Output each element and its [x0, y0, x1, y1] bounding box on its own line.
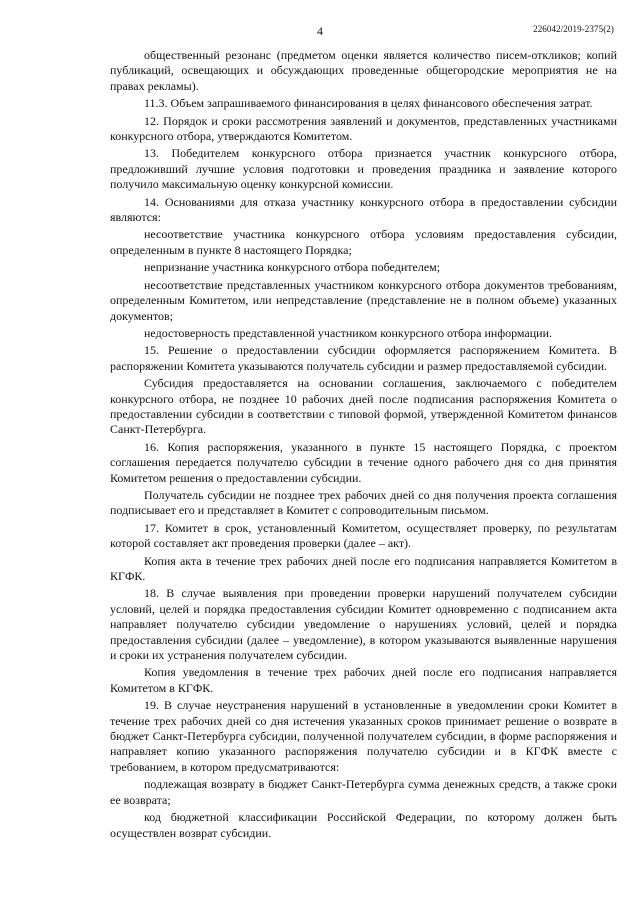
paragraph: 15. Решение о предоставлении субсидии оформляется распоряжением Комитета. В распоряжении Комитета указываются получатель субсидии и размер предоставляемой субсидии.	[110, 343, 617, 373]
document-id: 226042/2019-2375(2)	[533, 24, 614, 34]
paragraph: несоответствие представленных участником конкурсного отбора документов требованиям, определенным Комитетом, или непредставление (представление не в полном объеме) указанных документов;	[110, 277, 617, 323]
paragraph: несоответствие участника конкурсного отбора условиям предоставления субсидии, определенным в пункте 8 настоящего Порядка;	[110, 227, 617, 257]
paragraph: Субсидия предоставляется на основании соглашения, заключаемого с победителем конкурсного отбора, не позднее 10 рабочих дней после подписания распоряжения Комитета о предоставлении субсидии в соответствии с типовой формой, утвержденной Комитетом финансов Санкт-Петербурга.	[110, 376, 617, 437]
paragraph: код бюджетной классификации Российской Федерации, по которому должен быть осуществлен возврат субсидии.	[110, 810, 617, 840]
document-body	[110, 48, 617, 843]
paragraph: непризнание участника конкурсного отбора победителем;	[144, 260, 441, 275]
paragraph: 17. Комитет в срок, установленный Комитетом, осуществляет проверку, по результатам которой составляет акт проведения проверки (далее – акт).	[110, 520, 617, 551]
paragraph: недостоверность представленной участником конкурсного отбора информации.	[144, 325, 553, 340]
paragraph: общественный резонанс (предметом оценки является количество писем-откликов; копий публикаций, освещающих и обсуждающих проведенные общегородские мероприятия не на правах рекламы).	[110, 48, 617, 93]
paragraph: подлежащая возврату в бюджет Санкт-Петербурга сумма денежных средств, а также сроки ее возврата;	[110, 777, 617, 807]
paragraph: 11.3. Объем запрашиваемого финансирования в целях финансового обеспечения затрат.	[144, 96, 593, 111]
paragraph: Получатель субсидии не позднее трех рабочих дней со дня получения проекта соглашения подписывает его и представляет в Комитет с сопроводительным письмом.	[110, 487, 617, 518]
page-number: 4	[317, 24, 323, 38]
paragraph: Копия уведомления в течение трех рабочих дней после его подписания направляется Комитетом в КГФК.	[110, 665, 617, 695]
paragraph: 16. Копия распоряжения, указанного в пункте 15 настоящего Порядка, с проектом соглашения передается получателю субсидии в течение одного рабочего дня со дня принятия Комитетом решения о предоставлении субсидии.	[110, 439, 617, 485]
paragraph: Копия акта в течение трех рабочих дней после его подписания направляется Комитетом в КГФК.	[110, 553, 617, 583]
paragraph: 12. Порядок и сроки рассмотрения заявлений и документов, представленных участниками конкурсного отбора, утверждаются Комитетом.	[110, 113, 617, 144]
paragraph: 19. В случае неустранения нарушений в установленные в уведомлении сроки Комитет в течение трех рабочих дней со дня истечения указанных сроков принимает решение о возврате в бюджет Санкт-Петербурга субсидии, полученной получателем субсидии, в форме распоряжения и направляет копию указанного распоряжения получателю субсидии и в КГФК вместе с требованием, в котором предусматриваются:	[110, 698, 617, 774]
paragraph: 13. Победителем конкурсного отбора признается участник конкурсного отбора, предложивший лучшие условия подготовки и проведения праздника и заявление которого получило максимальную оценку конкурсной комиссии.	[110, 146, 617, 192]
paragraph: 14. Основаниями для отказа участнику конкурсного отбора в предоставлении субсидии являются:	[110, 194, 617, 225]
paragraph: 18. В случае выявления при проведении проверки нарушений получателем субсидии условий, целей и порядка предоставления субсидии Комитет одновременно с подписанием акта направляет получателю субсидии уведомление о нарушениях условий, целей и порядка предоставления субсидии (далее – уведомление), в котором указываются выявленные нарушения и сроки их устранения получателем субсидии.	[110, 586, 617, 663]
